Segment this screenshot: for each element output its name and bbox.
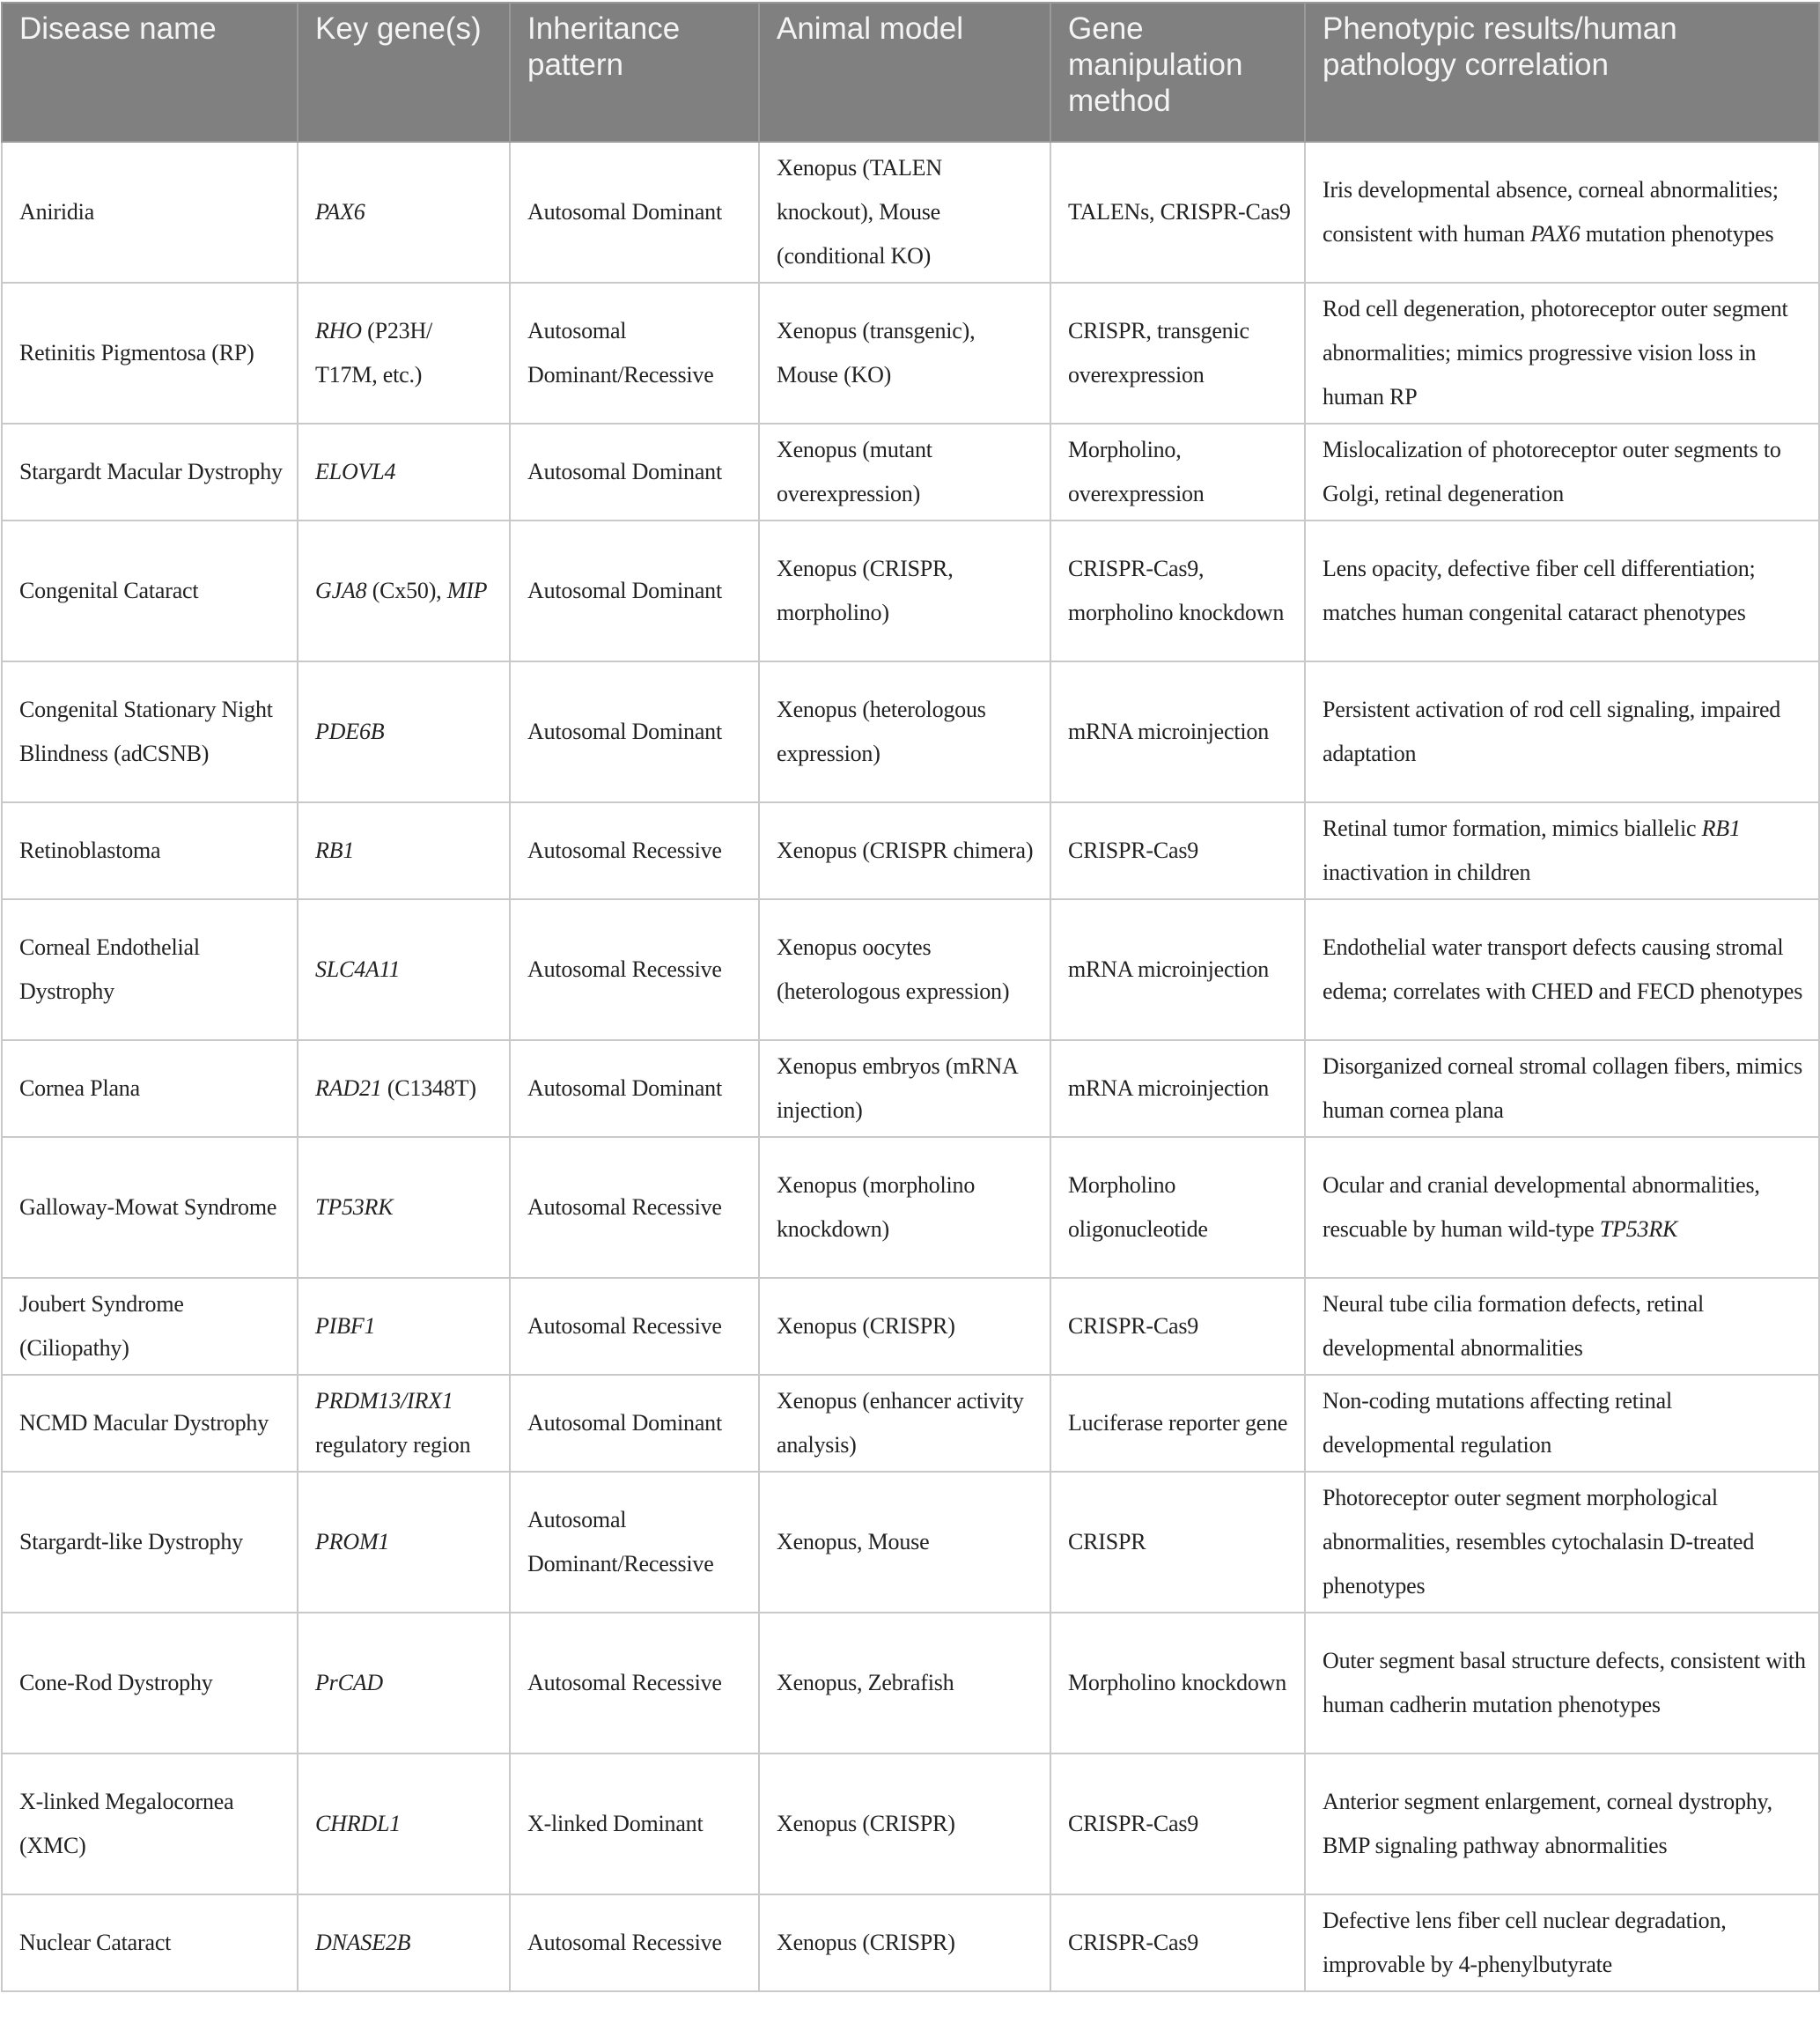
animal-model-cell: Xenopus (heterologous expression): [759, 661, 1050, 802]
table-row: [2, 1613, 1819, 1754]
disease-name-cell: NCMD Macular Dystrophy: [2, 1375, 298, 1472]
key-gene-cell: [298, 283, 510, 424]
gene-name-italic: ELOVL4: [315, 459, 396, 484]
disease-name-cell: Joubert Syndrome (Ciliopathy): [2, 1278, 298, 1375]
inheritance-cell: Autosomal Recessive: [510, 899, 759, 1040]
key-gene-cell: [298, 1278, 510, 1375]
text-segment: (Cx50),: [366, 578, 447, 603]
method-cell: Luciferase reporter gene: [1050, 1375, 1305, 1472]
method-cell: Morpholino, overexpression: [1050, 424, 1305, 521]
method-cell: CRISPR-Cas9, morpholino knockdown: [1050, 521, 1305, 661]
key-gene-cell: [298, 142, 510, 283]
animal-model-cell: Xenopus (transgenic), Mouse (KO): [759, 283, 1050, 424]
table-row: [2, 1894, 1819, 1991]
inheritance-cell: Autosomal Dominant/Recessive: [510, 1472, 759, 1613]
header-phenotypic-results: Phenotypic results/human pathology correlation: [1305, 3, 1819, 142]
gene-name-italic: PAX6: [1530, 221, 1581, 247]
animal-model-cell: Xenopus (enhancer activity analysis): [759, 1375, 1050, 1472]
disease-name-cell: X-linked Megalocornea (XMC): [2, 1754, 298, 1894]
inheritance-cell: Autosomal Dominant/Recessive: [510, 283, 759, 424]
phenotype-cell: Rod cell degeneration, photoreceptor outer segment abnormalities; mimics progressive vision loss in human RP: [1305, 283, 1819, 424]
table-row: [2, 1137, 1819, 1278]
inheritance-cell: Autosomal Dominant: [510, 521, 759, 661]
animal-model-cell: Xenopus (TALEN knockout), Mouse (conditional KO): [759, 142, 1050, 283]
text-segment: Ocular and cranial developmental abnormalities, rescuable by human wild-type: [1323, 1172, 1760, 1242]
method-cell: Morpholino oligonucleotide: [1050, 1137, 1305, 1278]
text-segment: mutation phenotypes: [1580, 221, 1774, 247]
key-gene-cell: [298, 661, 510, 802]
text-segment: inactivation in children: [1323, 860, 1531, 885]
table-row: [2, 1278, 1819, 1375]
phenotype-cell: [1305, 142, 1819, 283]
key-gene-cell: [298, 1040, 510, 1137]
gene-name-italic: PrCAD: [315, 1670, 384, 1695]
header-inheritance-pattern: Inheritance pattern: [510, 3, 759, 142]
phenotype-cell: Anterior segment enlargement, corneal dystrophy, BMP signaling pathway abnormalities: [1305, 1754, 1819, 1894]
inheritance-cell: Autosomal Dominant: [510, 424, 759, 521]
animal-model-cell: Xenopus (mutant overexpression): [759, 424, 1050, 521]
gene-name-italic: SLC4A11: [315, 956, 401, 982]
disease-name-cell: Nuclear Cataract: [2, 1894, 298, 1991]
method-cell: TALENs, CRISPR-Cas9: [1050, 142, 1305, 283]
phenotype-cell: Persistent activation of rod cell signaling, impaired adaptation: [1305, 661, 1819, 802]
disease-gene-table: [1, 2, 1820, 1992]
phenotype-cell: Disorganized corneal stromal collagen fibers, mimics human cornea plana: [1305, 1040, 1819, 1137]
table-row: [2, 1472, 1819, 1613]
disease-name-cell: Galloway-Mowat Syndrome: [2, 1137, 298, 1278]
method-cell: CRISPR-Cas9: [1050, 1754, 1305, 1894]
table-row: [2, 1040, 1819, 1137]
key-gene-cell: [298, 1754, 510, 1894]
table-header: [2, 3, 1819, 142]
phenotype-cell: Mislocalization of photoreceptor outer segments to Golgi, retinal degeneration: [1305, 424, 1819, 521]
table-body: [2, 142, 1819, 1991]
method-cell: CRISPR-Cas9: [1050, 802, 1305, 899]
header-animal-model: Animal model: [759, 3, 1050, 142]
text-segment: (C1348T): [381, 1075, 476, 1101]
animal-model-cell: Xenopus, Zebrafish: [759, 1613, 1050, 1754]
key-gene-cell: [298, 1894, 510, 1991]
text-segment: (P23H/ T17M, etc.): [315, 318, 433, 388]
key-gene-cell: [298, 1375, 510, 1472]
key-gene-cell: [298, 521, 510, 661]
animal-model-cell: Xenopus (CRISPR): [759, 1894, 1050, 1991]
method-cell: CRISPR-Cas9: [1050, 1894, 1305, 1991]
inheritance-cell: Autosomal Recessive: [510, 1894, 759, 1991]
inheritance-cell: Autosomal Dominant: [510, 1040, 759, 1137]
gene-name-italic: PAX6: [315, 199, 365, 225]
gene-name-italic: GJA8: [315, 578, 367, 603]
gene-name-italic: PRDM13/IRX1: [315, 1388, 453, 1414]
phenotype-cell: Non-coding mutations affecting retinal developmental regulation: [1305, 1375, 1819, 1472]
table-row: [2, 661, 1819, 802]
animal-model-cell: Xenopus (CRISPR, morpholino): [759, 521, 1050, 661]
disease-name-cell: Cornea Plana: [2, 1040, 298, 1137]
table-row: [2, 521, 1819, 661]
phenotype-cell: Photoreceptor outer segment morphological abnormalities, resembles cytochalasin D-treated phenotypes: [1305, 1472, 1819, 1613]
method-cell: mRNA microinjection: [1050, 899, 1305, 1040]
key-gene-cell: [298, 899, 510, 1040]
gene-name-italic: MIP: [446, 578, 488, 603]
text-segment: regulatory region: [315, 1432, 471, 1458]
disease-name-cell: Retinitis Pigmentosa (RP): [2, 283, 298, 424]
gene-name-italic: DNASE2B: [315, 1930, 411, 1955]
animal-model-cell: Xenopus oocytes (heterologous expression): [759, 899, 1050, 1040]
gene-name-italic: RAD21: [315, 1075, 382, 1101]
table-row: [2, 142, 1819, 283]
disease-name-cell: Congenital Cataract: [2, 521, 298, 661]
table-row: [2, 424, 1819, 521]
key-gene-cell: [298, 802, 510, 899]
animal-model-cell: Xenopus (CRISPR): [759, 1754, 1050, 1894]
disease-name-cell: Stargardt Macular Dystrophy: [2, 424, 298, 521]
inheritance-cell: X-linked Dominant: [510, 1754, 759, 1894]
inheritance-cell: Autosomal Dominant: [510, 661, 759, 802]
method-cell: mRNA microinjection: [1050, 661, 1305, 802]
gene-name-italic: CHRDL1: [315, 1811, 402, 1836]
phenotype-cell: Neural tube cilia formation defects, retinal developmental abnormalities: [1305, 1278, 1819, 1375]
inheritance-cell: Autosomal Recessive: [510, 1137, 759, 1278]
text-segment: Retinal tumor formation, mimics biallelic: [1323, 816, 1702, 841]
gene-name-italic: PDE6B: [315, 719, 385, 744]
method-cell: CRISPR, transgenic overexpression: [1050, 283, 1305, 424]
key-gene-cell: [298, 1613, 510, 1754]
phenotype-cell: Lens opacity, defective fiber cell differentiation; matches human congenital cataract phenotypes: [1305, 521, 1819, 661]
inheritance-cell: Autosomal Recessive: [510, 1278, 759, 1375]
phenotype-cell: Endothelial water transport defects causing stromal edema; correlates with CHED and FECD phenotypes: [1305, 899, 1819, 1040]
phenotype-cell: [1305, 802, 1819, 899]
inheritance-cell: Autosomal Dominant: [510, 142, 759, 283]
text-segment: Iris developmental absence, corneal abnormalities; consistent with human: [1323, 177, 1779, 247]
header-row: [2, 3, 1819, 142]
header-gene-manipulation-method: Gene manipulation method: [1050, 3, 1305, 142]
gene-name-italic: PROM1: [315, 1529, 390, 1554]
table-row: [2, 802, 1819, 899]
key-gene-cell: [298, 1137, 510, 1278]
gene-name-italic: TP53RK: [1599, 1216, 1678, 1242]
inheritance-cell: Autosomal Recessive: [510, 1613, 759, 1754]
disease-name-cell: Congenital Stationary Night Blindness (adCSNB): [2, 661, 298, 802]
gene-name-italic: RB1: [315, 838, 355, 863]
method-cell: Morpholino knockdown: [1050, 1613, 1305, 1754]
phenotype-cell: Outer segment basal structure defects, consistent with human cadherin mutation phenotypes: [1305, 1613, 1819, 1754]
gene-name-italic: PIBF1: [315, 1313, 376, 1339]
method-cell: CRISPR-Cas9: [1050, 1278, 1305, 1375]
animal-model-cell: Xenopus (CRISPR chimera): [759, 802, 1050, 899]
disease-name-cell: Retinoblastoma: [2, 802, 298, 899]
key-gene-cell: [298, 1472, 510, 1613]
method-cell: CRISPR: [1050, 1472, 1305, 1613]
header-disease-name: Disease name: [2, 3, 298, 142]
animal-model-cell: Xenopus embryos (mRNA injection): [759, 1040, 1050, 1137]
animal-model-cell: Xenopus, Mouse: [759, 1472, 1050, 1613]
disease-name-cell: Cone-Rod Dystrophy: [2, 1613, 298, 1754]
table-row: [2, 1754, 1819, 1894]
animal-model-cell: Xenopus (CRISPR): [759, 1278, 1050, 1375]
gene-name-italic: TP53RK: [315, 1194, 394, 1220]
table-row: [2, 283, 1819, 424]
animal-model-cell: Xenopus (morpholino knockdown): [759, 1137, 1050, 1278]
gene-name-italic: RB1: [1701, 816, 1741, 841]
key-gene-cell: [298, 424, 510, 521]
inheritance-cell: Autosomal Recessive: [510, 802, 759, 899]
header-key-genes: Key gene(s): [298, 3, 510, 142]
disease-name-cell: Corneal Endothelial Dystrophy: [2, 899, 298, 1040]
table-row: [2, 899, 1819, 1040]
phenotype-cell: Defective lens fiber cell nuclear degradation, improvable by 4-phenylbutyrate: [1305, 1894, 1819, 1991]
disease-name-cell: Stargardt-like Dystrophy: [2, 1472, 298, 1613]
method-cell: mRNA microinjection: [1050, 1040, 1305, 1137]
disease-name-cell: Aniridia: [2, 142, 298, 283]
inheritance-cell: Autosomal Dominant: [510, 1375, 759, 1472]
table-row: [2, 1375, 1819, 1472]
phenotype-cell: [1305, 1137, 1819, 1278]
gene-name-italic: RHO: [315, 318, 362, 343]
